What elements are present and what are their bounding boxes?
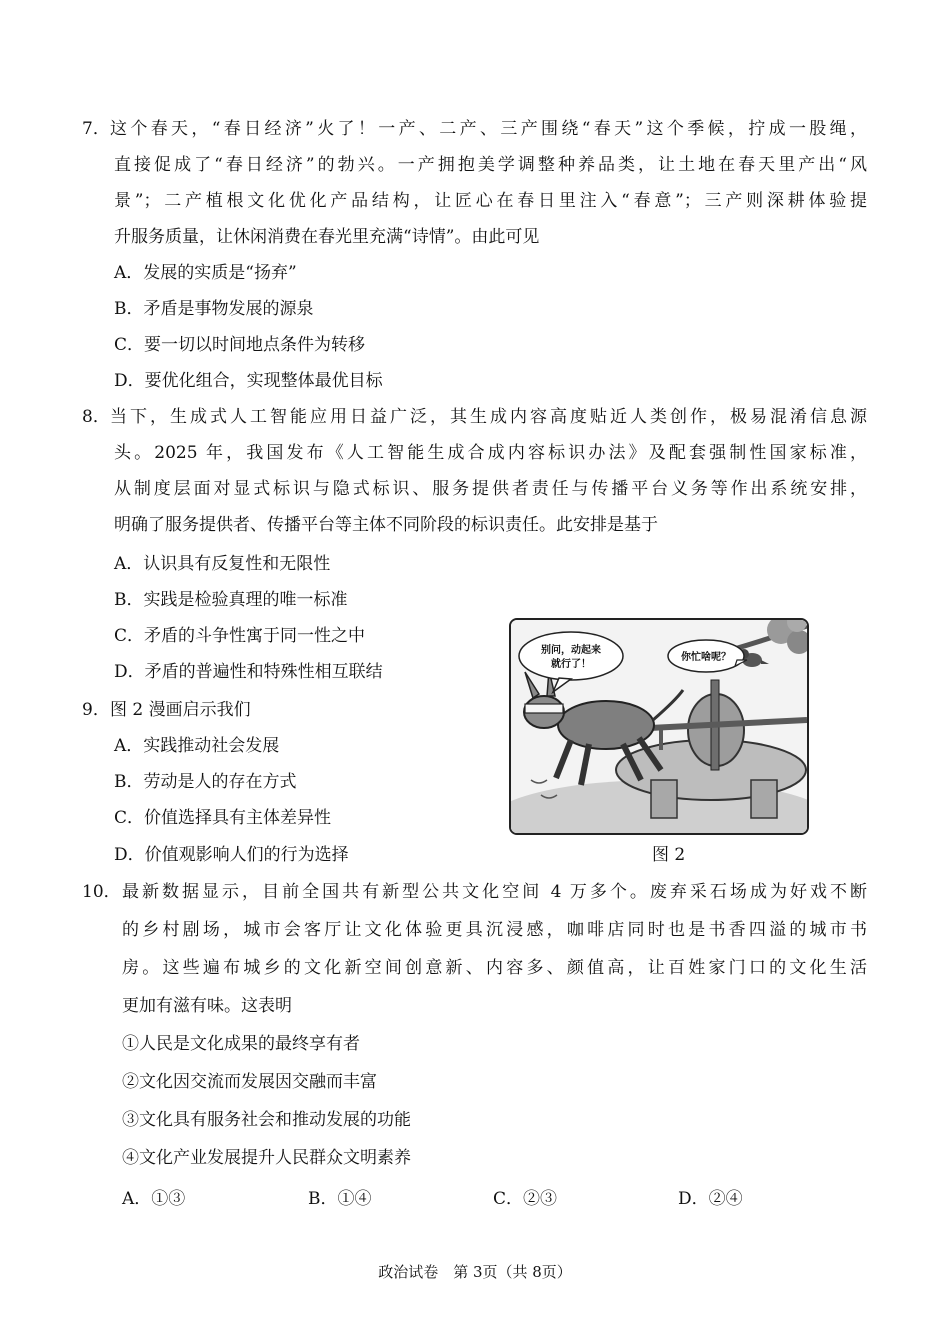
question-stem: 图 2 漫画启示我们 bbox=[110, 700, 251, 720]
option-b: B．实践是检验真理的唯一标准 bbox=[114, 590, 348, 610]
option-a: A．实践推动社会发展 bbox=[114, 736, 280, 756]
question-number: 9． bbox=[82, 700, 110, 720]
answer-d: D．②④ bbox=[678, 1189, 743, 1209]
option-b: B．劳动是人的存在方式 bbox=[114, 772, 297, 792]
answer-c: C．②③ bbox=[493, 1189, 558, 1209]
option-d: D．价值观影响人们的行为选择 bbox=[114, 845, 349, 865]
speech-bubble-left bbox=[519, 632, 623, 680]
question-text-line: 当下，生成式人工智能应用日益广泛，其生成内容高度贴近人类创作，极易混淆信息源 bbox=[110, 407, 867, 427]
option-d: D．要优化组合，实现整体最优目标 bbox=[114, 371, 383, 391]
option-c: C．要一切以时间地点条件为转移 bbox=[114, 335, 366, 355]
cartoon-illustration bbox=[511, 620, 807, 833]
question-number: 7． bbox=[82, 119, 110, 139]
answer-a: A．①③ bbox=[122, 1189, 186, 1209]
page-footer: 政治试卷 第 3页（共 8页） bbox=[378, 1263, 572, 1281]
statement-3: ③文化具有服务社会和推动发展的功能 bbox=[122, 1110, 411, 1130]
bubble-right-text: 你忙啥呢？ bbox=[681, 652, 731, 663]
question-text-line: 从制度层面对显式标识与隐式标识、服务提供者责任与传播平台义务等作出系统安排， bbox=[114, 479, 867, 499]
cartoon-figure bbox=[509, 618, 809, 835]
question-text-line: 明确了服务提供者、传播平台等主体不同阶段的标识责任。此安排是基于 bbox=[114, 515, 658, 535]
question-text-line: 最新数据显示，目前全国共有新型公共文化空间 4 万多个。废弃采石场成为好戏不断 bbox=[122, 882, 867, 902]
question-text-line: 直接促成了“春日经济”的勃兴。一产拥抱美学调整种养品类，让土地在春天里产出“风 bbox=[114, 155, 867, 175]
bubble-left-line-1: 别问，动起来 bbox=[541, 645, 601, 656]
question-number: 8． bbox=[82, 407, 110, 427]
bubble-left-line-2: 就行了！ bbox=[551, 659, 591, 670]
option-c: C．矛盾的斗争性寓于同一性之中 bbox=[114, 626, 366, 646]
statement-4: ④文化产业发展提升人民群众文明素养 bbox=[122, 1148, 411, 1168]
question-text-line: 升服务质量，让休闲消费在春光里充满“诗情”。由此可见 bbox=[114, 227, 540, 247]
statement-1: ①人民是文化成果的最终享有者 bbox=[122, 1034, 360, 1054]
option-a: A．发展的实质是“扬弃” bbox=[114, 263, 297, 283]
question-text-line: 头。2025 年，我国发布《人工智能生成合成内容标识办法》及配套强制性国家标准， bbox=[114, 443, 867, 463]
question-number: 10． bbox=[82, 882, 121, 902]
question-text-line: 景”；二产植根文化优化产品结构，让匠心在春日里注入“春意”；三产则深耕体验提 bbox=[114, 191, 867, 211]
answer-b: B．①④ bbox=[308, 1189, 372, 1209]
blindfold bbox=[525, 704, 563, 713]
question-text-line: 这个春天，“春日经济”火了！一产、二产、三产围绕“春天”这个季候，拧成一股绳， bbox=[110, 119, 867, 139]
statement-2: ②文化因交流而发展因交融而丰富 bbox=[122, 1072, 377, 1092]
question-text-line: 房。这些遍布城乡的文化新空间创意新、内容多、颜值高，让百姓家门口的文化生活 bbox=[122, 958, 867, 978]
option-c: C．价值选择具有主体差异性 bbox=[114, 808, 332, 828]
option-b: B．矛盾是事物发展的源泉 bbox=[114, 299, 314, 319]
question-text-line: 更加有滋有味。这表明 bbox=[122, 996, 292, 1016]
option-a: A．认识具有反复性和无限性 bbox=[114, 554, 331, 574]
question-text-line: 的乡村剧场，城市会客厅让文化体验更具沉浸感，咖啡店同时也是书香四溢的城市书 bbox=[122, 920, 867, 940]
figure-caption: 图 2 bbox=[652, 845, 686, 865]
option-d: D．矛盾的普遍性和特殊性相互联结 bbox=[114, 662, 383, 682]
